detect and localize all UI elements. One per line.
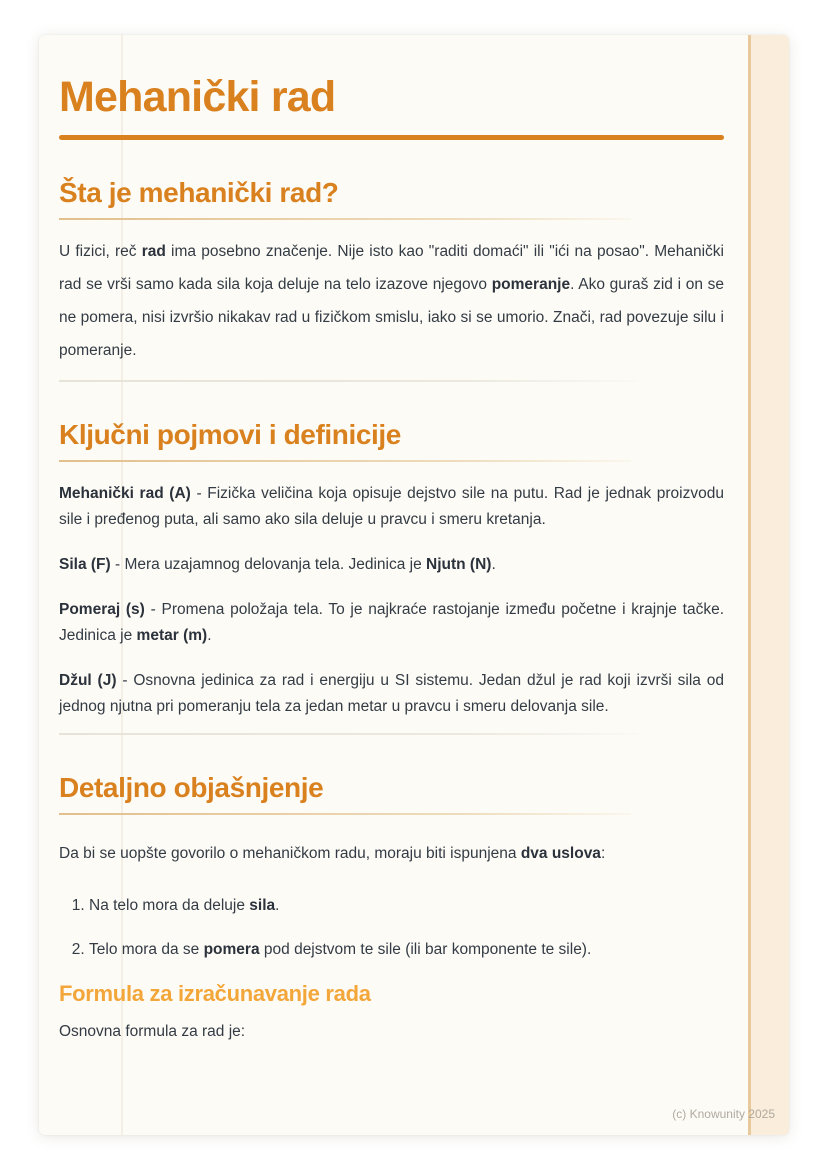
footer-credit: (c) Knowunity 2025 — [672, 1107, 775, 1121]
list-item-condition-movement: 2. Telo mora da se pomera pod dejstvom te sile (ili bar komponente te sile). — [89, 937, 724, 963]
section-what-is-mechanical-work — [59, 176, 724, 367]
definition-displacement: Pomeraj (s) - Promena položaja tela. To je najkraće rastojanje između početne i krajnje tačke. Jedinica je metar (m). — [59, 601, 725, 644]
section-heading-what-is: Šta je mehanički rad? — [59, 177, 339, 208]
definition-force: Sila (F) - Mera uzajamnog delovanja tela. Jedinica je Njutn (N). — [59, 556, 496, 573]
section-divider — [59, 380, 638, 382]
paragraph-formula-intro: Osnovna formula za rad je: — [59, 1023, 246, 1040]
heading-underline — [59, 460, 631, 462]
section-divider — [59, 733, 638, 735]
subsection-heading-formula: Formula za izračunavanje rada — [59, 981, 371, 1006]
document-page — [39, 35, 789, 1135]
definition-mechanical-work: Mehanički rad (A) - Fizička veličina koja opisuje dejstvo sile na putu. Rad je jednak proizvodu sile i pređenog puta, ali samo ako sila deluje u pravcu i smeru kretanja. — [59, 485, 724, 528]
heading-underline — [59, 813, 631, 815]
section-key-terms — [59, 418, 724, 720]
list-item-condition-force: 1. Na telo mora da deluje sila. — [89, 893, 724, 919]
paragraph-two-conditions: Da bi se uopšte govorilo o mehaničkom radu, moraju biti ispunjena dva uslova: — [59, 845, 606, 862]
section-detailed-explanation — [59, 771, 724, 1045]
document-content — [39, 35, 789, 1045]
title-rule — [59, 135, 724, 140]
conditions-list — [59, 893, 724, 963]
section-heading-key-terms: Ključni pojmovi i definicije — [59, 419, 401, 450]
section-heading-detailed: Detaljno objašnjenje — [59, 772, 324, 803]
paragraph-intro-work: U fizici, reč rad ima posebno značenje. Nije isto kao "raditi domaći" ili "ići na posao". Mehanički rad se vrši samo kada sila koja deluje na telo izazove njegovo pomeranje. Ako guraš zid i on se ne pomera, nisi izvršio nikakav rad u fizičkom smislu, iako si se umorio. Znači, rad povezuje silu i pomeranje. — [59, 243, 724, 359]
heading-underline — [59, 218, 631, 220]
definition-joule: Džul (J) - Osnovna jedinica za rad i energiju u SI sistemu. Jedan džul je rad koji izvrši sila od jednog njutna pri pomeranju tela za jedan metar u pravcu i smeru delovanja sile. — [59, 672, 725, 715]
page-title: Mehanički rad — [59, 73, 336, 121]
